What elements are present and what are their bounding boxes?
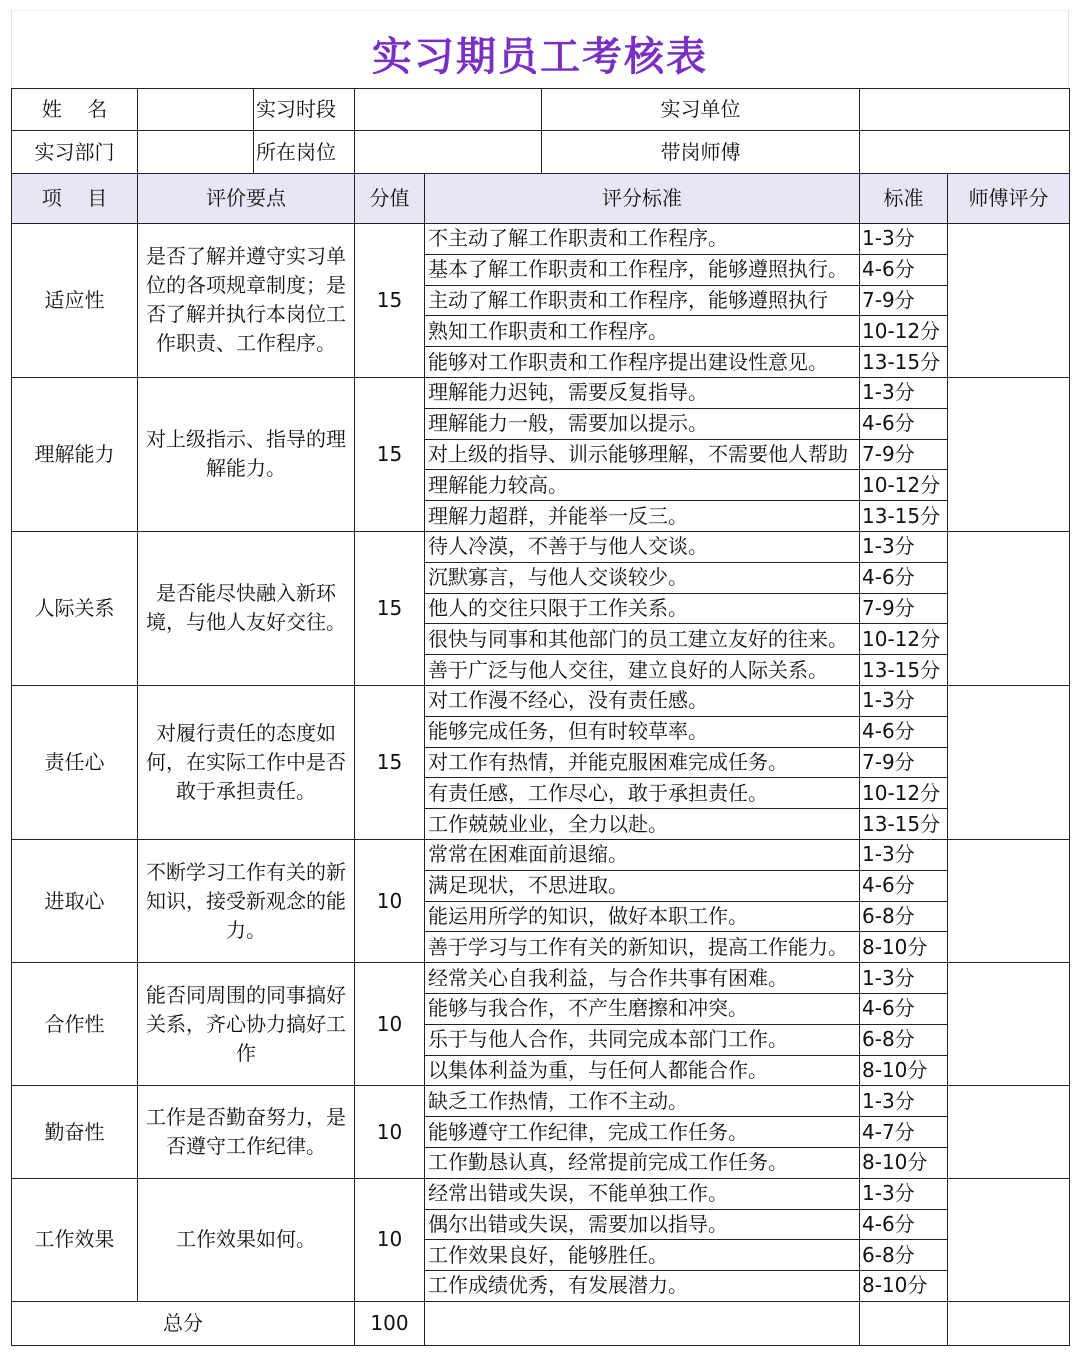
criterion-text: 不主动了解工作职责和工作程序。 — [425, 224, 860, 255]
criterion-text: 理解力超群，并能举一反三。 — [425, 501, 860, 532]
header-item: 项 目 — [12, 174, 138, 224]
criterion-text: 基本了解工作职责和工作程序，能够遵照执行。 — [425, 254, 860, 285]
section-value: 10 — [355, 839, 425, 962]
standard-range: 6-8分 — [860, 901, 948, 932]
standard-range: 8-10分 — [860, 1271, 948, 1302]
mentor-label: 带岗师傅 — [542, 131, 860, 174]
mentor-score-cell[interactable] — [948, 839, 1070, 962]
criteria-row — [12, 685, 1070, 716]
section-item: 人际关系 — [12, 531, 138, 685]
criterion-text: 能够与我合作，不产生磨擦和冲突。 — [425, 993, 860, 1024]
standard-range: 8-10分 — [860, 932, 948, 963]
criteria-row — [12, 224, 1070, 255]
total-row — [12, 1301, 1070, 1345]
mentor-score-cell[interactable] — [948, 224, 1070, 378]
mentor-score-cell[interactable] — [948, 963, 1070, 1086]
criterion-text: 他人的交往只限于工作关系。 — [425, 593, 860, 624]
criterion-text: 工作勤恳认真，经常提前完成工作任务。 — [425, 1147, 860, 1178]
section-points: 工作是否勤奋努力，是否遵守工作纪律。 — [138, 1086, 355, 1178]
section-points: 工作效果如何。 — [138, 1178, 355, 1301]
section-item: 合作性 — [12, 963, 138, 1086]
section-points: 能否同周围的同事搞好关系，齐心协力搞好工作 — [138, 963, 355, 1086]
standard-range: 4-6分 — [860, 1209, 948, 1240]
total-score-cell[interactable] — [948, 1301, 1070, 1345]
standard-range: 6-8分 — [860, 1240, 948, 1271]
standard-range: 4-6分 — [860, 562, 948, 593]
criterion-text: 常常在困难面前退缩。 — [425, 839, 860, 870]
standard-range: 7-9分 — [860, 747, 948, 778]
mentor-score-cell[interactable] — [948, 531, 1070, 685]
period-label: 实习时段 — [254, 89, 355, 131]
unit-label: 实习单位 — [542, 89, 860, 131]
standard-range: 10-12分 — [860, 470, 948, 501]
section-points: 是否了解并遵守实习单位的各项规章制度；是否了解并执行本岗位工作职责、工作程序。 — [138, 224, 355, 378]
standard-range: 6-8分 — [860, 1024, 948, 1055]
standard-range: 10-12分 — [860, 316, 948, 347]
criterion-text: 能够完成任务，但有时较草率。 — [425, 716, 860, 747]
criterion-text: 工作兢兢业业，全力以赴。 — [425, 809, 860, 840]
standard-range: 13-15分 — [860, 501, 948, 532]
name-field[interactable] — [138, 89, 254, 131]
section-item: 理解能力 — [12, 377, 138, 531]
section-value: 10 — [355, 1086, 425, 1178]
header-criteria: 评分标准 — [425, 174, 860, 224]
criterion-text: 很快与同事和其他部门的员工建立友好的往来。 — [425, 624, 860, 655]
section-points: 对履行责任的态度如何，在实际工作中是否敢于承担责任。 — [138, 685, 355, 839]
header-value: 分值 — [355, 174, 425, 224]
standard-range: 8-10分 — [860, 1147, 948, 1178]
mentor-score-cell[interactable] — [948, 685, 1070, 839]
standard-range: 13-15分 — [860, 655, 948, 686]
standard-range: 1-3分 — [860, 1086, 948, 1117]
criteria-row — [12, 1086, 1070, 1117]
standard-range: 4-6分 — [860, 993, 948, 1024]
standard-range: 1-3分 — [860, 963, 948, 994]
section-item: 责任心 — [12, 685, 138, 839]
criterion-text: 主动了解工作职责和工作程序，能够遵照执行 — [425, 285, 860, 316]
standard-range: 1-3分 — [860, 531, 948, 562]
mentor-score-cell[interactable] — [948, 1178, 1070, 1301]
standard-range: 4-6分 — [860, 254, 948, 285]
dept-field[interactable] — [138, 131, 254, 174]
total-standard-cell — [860, 1301, 948, 1345]
criterion-text: 善于广泛与他人交往，建立良好的人际关系。 — [425, 655, 860, 686]
criterion-text: 理解能力迟钝，需要反复指导。 — [425, 377, 860, 408]
standard-range: 7-9分 — [860, 439, 948, 470]
section-value: 15 — [355, 685, 425, 839]
standard-range: 8-10分 — [860, 1055, 948, 1086]
criterion-text: 沉默寡言，与他人交谈较少。 — [425, 562, 860, 593]
dept-label: 实习部门 — [12, 131, 138, 174]
standard-range: 10-12分 — [860, 624, 948, 655]
criteria-row — [12, 963, 1070, 994]
section-points: 不断学习工作有关的新知识，接受新观念的能力。 — [138, 839, 355, 962]
criterion-text: 对上级的指导、训示能够理解，不需要他人帮助 — [425, 439, 860, 470]
criteria-row — [12, 839, 1070, 870]
criteria-row — [12, 531, 1070, 562]
section-value: 15 — [355, 224, 425, 378]
criterion-text: 理解能力一般，需要加以提示。 — [425, 408, 860, 439]
standard-range: 1-3分 — [860, 839, 948, 870]
criterion-text: 满足现状，不思进取。 — [425, 870, 860, 901]
header-standard: 标准 — [860, 174, 948, 224]
unit-field[interactable] — [860, 89, 1070, 131]
mentor-field[interactable] — [860, 131, 1070, 174]
section-points: 是否能尽快融入新环境，与他人友好交往。 — [138, 531, 355, 685]
post-label: 所在岗位 — [254, 131, 355, 174]
criterion-text: 工作效果良好，能够胜任。 — [425, 1240, 860, 1271]
criterion-text: 工作成绩优秀，有发展潜力。 — [425, 1271, 860, 1302]
standard-range: 4-6分 — [860, 408, 948, 439]
criterion-text: 熟知工作职责和工作程序。 — [425, 316, 860, 347]
criterion-text: 待人冷漠，不善于与他人交谈。 — [425, 531, 860, 562]
header-row — [12, 174, 1070, 224]
period-field[interactable] — [355, 89, 542, 131]
standard-range: 1-3分 — [860, 377, 948, 408]
header-mentor-score: 师傅评分 — [948, 174, 1070, 224]
criteria-row — [12, 1178, 1070, 1209]
post-field[interactable] — [355, 131, 542, 174]
mentor-score-cell[interactable] — [948, 377, 1070, 531]
standard-range: 1-3分 — [860, 224, 948, 255]
criterion-text: 能运用所学的知识，做好本职工作。 — [425, 901, 860, 932]
section-item: 工作效果 — [12, 1178, 138, 1301]
standard-range: 7-9分 — [860, 285, 948, 316]
standard-range: 7-9分 — [860, 593, 948, 624]
name-label: 姓 名 — [12, 89, 138, 131]
standard-range: 4-6分 — [860, 716, 948, 747]
criterion-text: 对工作有热情，并能克服困难完成任务。 — [425, 747, 860, 778]
page-title: 实习期员工考核表 — [372, 34, 708, 80]
standard-range: 1-3分 — [860, 1178, 948, 1209]
info-row-2 — [12, 131, 1070, 174]
criterion-text: 偶尔出错或失误，需要加以指导。 — [425, 1209, 860, 1240]
standard-range: 13-15分 — [860, 347, 948, 378]
mentor-score-cell[interactable] — [948, 1086, 1070, 1178]
section-value: 15 — [355, 377, 425, 531]
criterion-text: 能够对工作职责和工作程序提出建设性意见。 — [425, 347, 860, 378]
section-value: 15 — [355, 531, 425, 685]
standard-range: 10-12分 — [860, 778, 948, 809]
section-item: 适应性 — [12, 224, 138, 378]
total-label: 总分 — [12, 1301, 355, 1345]
total-criteria-cell — [425, 1301, 860, 1345]
section-value: 10 — [355, 963, 425, 1086]
section-item: 勤奋性 — [12, 1086, 138, 1178]
criteria-row — [12, 377, 1070, 408]
standard-range: 13-15分 — [860, 809, 948, 840]
standard-range: 4-7分 — [860, 1117, 948, 1148]
criterion-text: 能够遵守工作纪律，完成工作任务。 — [425, 1117, 860, 1148]
section-points: 对上级指示、指导的理解能力。 — [138, 377, 355, 531]
criterion-text: 乐于与他人合作，共同完成本部门工作。 — [425, 1024, 860, 1055]
section-value: 10 — [355, 1178, 425, 1301]
total-value: 100 — [355, 1301, 425, 1345]
criterion-text: 经常出错或失误，不能单独工作。 — [425, 1178, 860, 1209]
title-row — [11, 10, 1069, 88]
criterion-text: 有责任感，工作尽心，敢于承担责任。 — [425, 778, 860, 809]
standard-range: 4-6分 — [860, 870, 948, 901]
section-item: 进取心 — [12, 839, 138, 962]
standard-range: 1-3分 — [860, 685, 948, 716]
criterion-text: 缺乏工作热情，工作不主动。 — [425, 1086, 860, 1117]
header-points: 评价要点 — [138, 174, 355, 224]
criterion-text: 经常关心自我利益，与合作共事有困难。 — [425, 963, 860, 994]
assessment-table — [11, 88, 1070, 1346]
criterion-text: 对工作漫不经心，没有责任感。 — [425, 685, 860, 716]
criterion-text: 善于学习与工作有关的新知识，提高工作能力。 — [425, 932, 860, 963]
info-row-1 — [12, 89, 1070, 131]
criterion-text: 理解能力较高。 — [425, 470, 860, 501]
criterion-text: 以集体利益为重，与任何人都能合作。 — [425, 1055, 860, 1086]
